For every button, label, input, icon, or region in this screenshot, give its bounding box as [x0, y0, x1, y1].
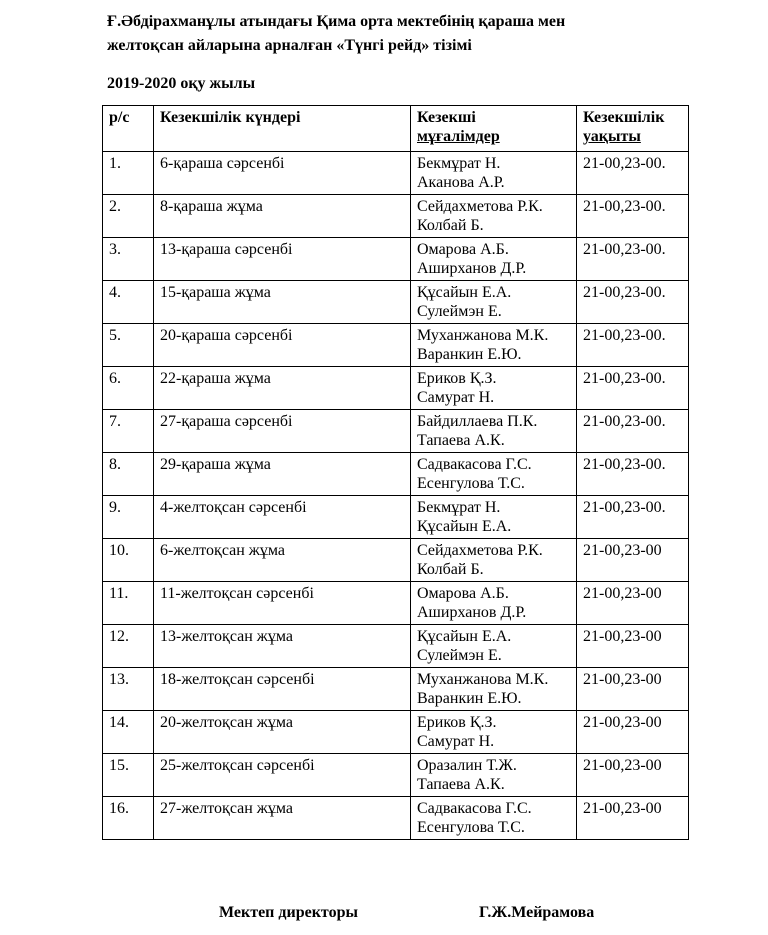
teacher-1: Бекмұрат Н. [417, 155, 501, 172]
row-day: 22-қараша жұма [154, 367, 411, 410]
academic-year: 2019-2020 оқу жылы [107, 75, 256, 92]
row-time: 21-00,23-00. [577, 281, 689, 324]
table-header-row [103, 106, 689, 152]
header-days: Кезекшілік күндері [154, 106, 411, 152]
row-num: 7. [103, 410, 154, 453]
signature-position: Мектеп директоры [219, 904, 358, 921]
row-teachers [411, 453, 577, 496]
teacher-2: Тапаева А.К. [417, 432, 505, 449]
teacher-2: Сулеймэн Е. [417, 303, 502, 320]
row-time: 21-00,23-00. [577, 410, 689, 453]
teacher-1: Оразалин Т.Ж. [417, 757, 517, 774]
row-time: 21-00,23-00. [577, 496, 689, 539]
teacher-1: Ериков Қ.З. [417, 370, 497, 387]
row-day: 18-желтоқсан сәрсенбі [154, 668, 411, 711]
teacher-1: Садвакасова Г.С. [417, 456, 532, 473]
row-day: 29-қараша жұма [154, 453, 411, 496]
teacher-2: Құсайын Е.А. [417, 518, 512, 535]
row-num: 1. [103, 152, 154, 195]
teacher-1: Сейдахметова Р.К. [417, 542, 543, 559]
teacher-2: Сулеймэн Е. [417, 647, 502, 664]
row-num: 9. [103, 496, 154, 539]
teacher-2: Есенгулова Т.С. [417, 475, 525, 492]
row-teachers [411, 754, 577, 797]
row-teachers [411, 238, 577, 281]
table-row [103, 496, 689, 539]
row-time: 21-00,23-00. [577, 324, 689, 367]
teacher-2: Колбай Б. [417, 217, 484, 234]
teacher-1: Ериков Қ.З. [417, 714, 497, 731]
row-teachers [411, 195, 577, 238]
row-day: 20-қараша сәрсенбі [154, 324, 411, 367]
teacher-1: Құсайын Е.А. [417, 284, 512, 301]
table-row [103, 453, 689, 496]
row-time: 21-00,23-00. [577, 238, 689, 281]
table-row [103, 324, 689, 367]
signature-name: Г.Ж.Мейрамова [479, 904, 595, 921]
table-row [103, 367, 689, 410]
teacher-1: Муханжанова М.К. [417, 671, 549, 688]
row-num: 2. [103, 195, 154, 238]
row-time: 21-00,23-00 [577, 625, 689, 668]
table-row [103, 238, 689, 281]
title-line-1: Ғ.Әбдірахманұлы атындағы Қима орта мектебінің қараша мен [107, 13, 566, 30]
row-num: 10. [103, 539, 154, 582]
row-num: 4. [103, 281, 154, 324]
teacher-1: Муханжанова М.К. [417, 327, 549, 344]
row-num: 5. [103, 324, 154, 367]
row-teachers [411, 539, 577, 582]
row-teachers [411, 410, 577, 453]
teacher-2: Самурат Н. [417, 389, 495, 406]
row-day: 20-желтоқсан жұма [154, 711, 411, 754]
row-time: 21-00,23-00 [577, 797, 689, 840]
teacher-2: Варанкин Е.Ю. [417, 690, 522, 707]
row-time: 21-00,23-00 [577, 668, 689, 711]
row-day: 11-желтоқсан сәрсенбі [154, 582, 411, 625]
teacher-1: Байдиллаева П.К. [417, 413, 538, 430]
row-num: 8. [103, 453, 154, 496]
row-num: 3. [103, 238, 154, 281]
table-row [103, 625, 689, 668]
row-time: 21-00,23-00. [577, 367, 689, 410]
row-time: 21-00,23-00. [577, 152, 689, 195]
row-time: 21-00,23-00 [577, 754, 689, 797]
teacher-2: Аширханов Д.Р. [417, 604, 527, 621]
table-row [103, 582, 689, 625]
row-day: 13-қараша сәрсенбі [154, 238, 411, 281]
header-time: Кезекшілік уақыты [577, 106, 689, 152]
table-row [103, 797, 689, 840]
row-num: 6. [103, 367, 154, 410]
row-teachers [411, 625, 577, 668]
teacher-2: Колбай Б. [417, 561, 484, 578]
header-num: р/с [103, 106, 154, 152]
row-num: 12. [103, 625, 154, 668]
header-teachers: Кезекші мұғалімдер [411, 106, 577, 152]
row-day: 4-желтоқсан сәрсенбі [154, 496, 411, 539]
row-day: 27-желтоқсан жұма [154, 797, 411, 840]
row-num: 14. [103, 711, 154, 754]
table-row [103, 668, 689, 711]
table-row [103, 754, 689, 797]
teacher-1: Омарова А.Б. [417, 585, 509, 602]
teacher-1: Омарова А.Б. [417, 241, 509, 258]
teacher-2: Аканова А.Р. [417, 174, 505, 191]
row-teachers [411, 152, 577, 195]
teacher-1: Құсайын Е.А. [417, 628, 512, 645]
row-day: 6-қараша сәрсенбі [154, 152, 411, 195]
teacher-2: Варанкин Е.Ю. [417, 346, 522, 363]
teacher-1: Сейдахметова Р.К. [417, 198, 543, 215]
row-time: 21-00,23-00. [577, 195, 689, 238]
table-row [103, 711, 689, 754]
row-day: 25-желтоқсан сәрсенбі [154, 754, 411, 797]
teacher-2: Самурат Н. [417, 733, 495, 750]
row-time: 21-00,23-00 [577, 711, 689, 754]
row-teachers [411, 797, 577, 840]
row-num: 16. [103, 797, 154, 840]
row-time: 21-00,23-00 [577, 582, 689, 625]
row-teachers [411, 281, 577, 324]
row-day: 8-қараша жұма [154, 195, 411, 238]
row-num: 11. [103, 582, 154, 625]
table-row [103, 152, 689, 195]
table-row [103, 410, 689, 453]
row-day: 13-желтоқсан жұма [154, 625, 411, 668]
row-teachers [411, 711, 577, 754]
table-row [103, 195, 689, 238]
row-teachers [411, 668, 577, 711]
row-time: 21-00,23-00 [577, 539, 689, 582]
teacher-2: Тапаева А.К. [417, 776, 505, 793]
duty-roster-table [102, 105, 689, 840]
row-num: 13. [103, 668, 154, 711]
row-num: 15. [103, 754, 154, 797]
table-row [103, 539, 689, 582]
title-line-2: желтоқсан айларына арналған «Түнгі рейд» тізімі [107, 37, 472, 54]
teacher-1: Бекмұрат Н. [417, 499, 501, 516]
teacher-2: Есенгулова Т.С. [417, 819, 525, 836]
row-teachers [411, 496, 577, 539]
teacher-2: Аширханов Д.Р. [417, 260, 527, 277]
row-teachers [411, 324, 577, 367]
document-title [107, 10, 707, 58]
teacher-1: Садвакасова Г.С. [417, 800, 532, 817]
table-row [103, 281, 689, 324]
row-day: 15-қараша жұма [154, 281, 411, 324]
row-day: 27-қараша сәрсенбі [154, 410, 411, 453]
row-time: 21-00,23-00. [577, 453, 689, 496]
row-teachers [411, 582, 577, 625]
row-teachers [411, 367, 577, 410]
row-day: 6-желтоқсан жұма [154, 539, 411, 582]
